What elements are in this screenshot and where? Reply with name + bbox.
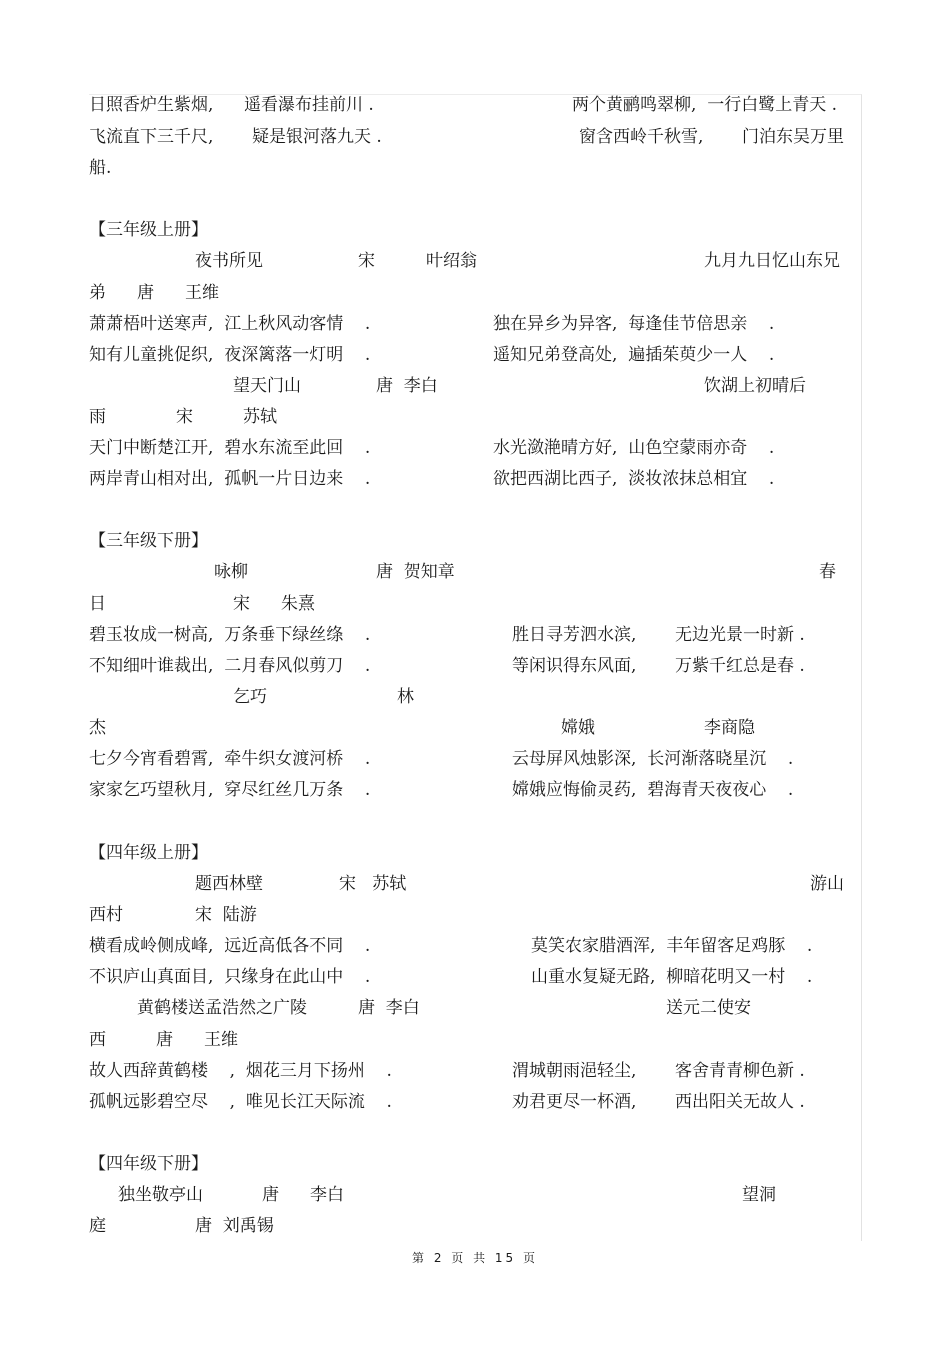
poem-line: 山重水复疑无路, 柳暗花明又一村 .	[531, 967, 813, 987]
poem-title: 送元二使安	[666, 998, 751, 1018]
poem-line: 窗含西岭千秋雪,	[579, 127, 704, 147]
poem-line: 飞流直下三千尺,	[89, 127, 214, 147]
poem-line: 渭城朝雨浥轻尘,	[512, 1061, 637, 1081]
page-number: 第 2 页 共 15 页	[412, 1251, 538, 1265]
poem-title: 黄鹤楼送孟浩然之广陵	[137, 998, 307, 1018]
poem-title: 题西林壁	[195, 874, 263, 894]
poem-line: 天门中断楚江开, 碧水东流至此回 .	[89, 438, 371, 458]
poem-line: 船.	[89, 158, 112, 178]
poem-line: 嫦娥应悔偷灵药, 碧海青天夜夜心 .	[512, 780, 794, 800]
poem-line: 知有儿童挑促织, 夜深篱落一灯明 .	[89, 345, 371, 365]
poem-title: 乞巧	[233, 687, 267, 707]
poem-author: 宋 苏轼	[339, 874, 407, 894]
poem-title: 咏柳	[214, 562, 248, 582]
poem-line: 云母屏风烛影深, 长河渐落晓星沉 .	[512, 749, 794, 769]
section-heading: 【三年级上册】	[89, 220, 208, 240]
poem-author: 宋 陆游	[195, 905, 257, 925]
poem-title: 望洞	[742, 1185, 776, 1205]
poem-dynasty: 宋	[358, 251, 375, 271]
poem-line: 家家乞巧望秋月, 穿尽红丝几万条 .	[89, 780, 371, 800]
poem-line: 不识庐山真面目, 只缘身在此山中 .	[89, 967, 371, 987]
poem-dynasty: 唐	[156, 1030, 173, 1050]
poem-title: 春	[819, 562, 836, 582]
poem-author: 杰	[89, 718, 106, 738]
poem-title: 夜书所见	[195, 251, 263, 271]
poem-dynasty: 宋	[176, 407, 193, 427]
poem-line: 两个黄鹂鸣翠柳, 一行白鹭上青天 .	[572, 95, 838, 115]
poem-author: 唐 贺知章	[376, 562, 455, 582]
poem-title: 西	[89, 1030, 106, 1050]
poem-line: 碧玉妆成一树高, 万条垂下绿丝绦 .	[89, 625, 371, 645]
poem-line: 西出阳关无故人 .	[675, 1092, 805, 1112]
poem-line: 遥看瀑布挂前川 .	[244, 95, 374, 115]
poem-line: 门泊东吴万里	[742, 127, 844, 147]
poem-title: 雨	[89, 407, 106, 427]
poem-author: 李商隐	[704, 718, 755, 738]
poem-dynasty: 唐	[262, 1185, 279, 1205]
poem-title: 独坐敬亭山	[118, 1185, 203, 1205]
poem-author: 唐 李白	[358, 998, 420, 1018]
poem-title: 弟	[89, 283, 106, 303]
poem-line: 横看成岭侧成峰, 远近高低各不同 .	[89, 936, 371, 956]
poem-dynasty: 唐	[137, 283, 154, 303]
poem-line: 独在异乡为异客, 每逢佳节倍思亲 .	[493, 314, 775, 334]
poem-line: 孤帆远影碧空尽 , 唯见长江天际流 .	[89, 1092, 392, 1112]
poem-author: 唐 李白	[376, 376, 438, 396]
poem-line: 莫笑农家腊酒浑, 丰年留客足鸡豚 .	[531, 936, 813, 956]
poem-title: 游山	[810, 874, 844, 894]
poem-author: 李白	[310, 1185, 344, 1205]
poem-author: 王维	[185, 283, 219, 303]
poem-line: 日照香炉生紫烟,	[89, 95, 214, 115]
poem-author: 苏轼	[243, 407, 277, 427]
poem-line: 疑是银河落九天 .	[252, 127, 382, 147]
poem-line: 水光潋滟晴方好, 山色空蒙雨亦奇 .	[493, 438, 775, 458]
poem-title: 西村	[89, 905, 123, 925]
poem-title: 嫦娥	[561, 718, 595, 738]
poem-author: 叶绍翁	[426, 251, 477, 271]
poem-title: 庭	[89, 1216, 106, 1236]
poem-line: 不知细叶谁裁出, 二月春风似剪刀 .	[89, 656, 371, 676]
poem-author: 朱熹	[281, 594, 315, 614]
poem-line: 故人西辞黄鹤楼 , 烟花三月下扬州 .	[89, 1061, 392, 1081]
poem-line: 万紫千红总是春 .	[675, 656, 805, 676]
section-heading: 【三年级下册】	[89, 531, 208, 551]
poem-title: 饮湖上初晴后	[704, 376, 806, 396]
poem-line: 遥知兄弟登高处, 遍插茱萸少一人 .	[493, 345, 775, 365]
poem-line: 无边光景一时新 .	[675, 625, 805, 645]
poem-line: 劝君更尽一杯酒,	[512, 1092, 637, 1112]
poem-title: 九月九日忆山东兄	[704, 251, 840, 271]
poem-line: 欲把西湖比西子, 淡妆浓抹总相宜 .	[493, 469, 775, 489]
poem-title: 望天门山	[233, 376, 301, 396]
poem-line: 胜日寻芳泗水滨,	[512, 625, 637, 645]
poem-line: 七夕今宵看碧霄, 牵牛织女渡河桥 .	[89, 749, 371, 769]
poem-line: 两岸青山相对出, 孤帆一片日边来 .	[89, 469, 371, 489]
section-heading: 【四年级上册】	[89, 843, 208, 863]
poem-author: 唐 刘禹锡	[195, 1216, 274, 1236]
poem-author: 王维	[204, 1030, 238, 1050]
poem-dynasty: 宋	[233, 594, 250, 614]
section-heading: 【四年级下册】	[89, 1154, 208, 1174]
poem-line: 萧萧梧叶送寒声, 江上秋风动客情 .	[89, 314, 371, 334]
poem-author: 林	[397, 687, 414, 707]
poem-line: 等闲识得东风面,	[512, 656, 637, 676]
poem-line: 客舍青青柳色新 .	[675, 1061, 805, 1081]
poem-title: 日	[89, 594, 106, 614]
